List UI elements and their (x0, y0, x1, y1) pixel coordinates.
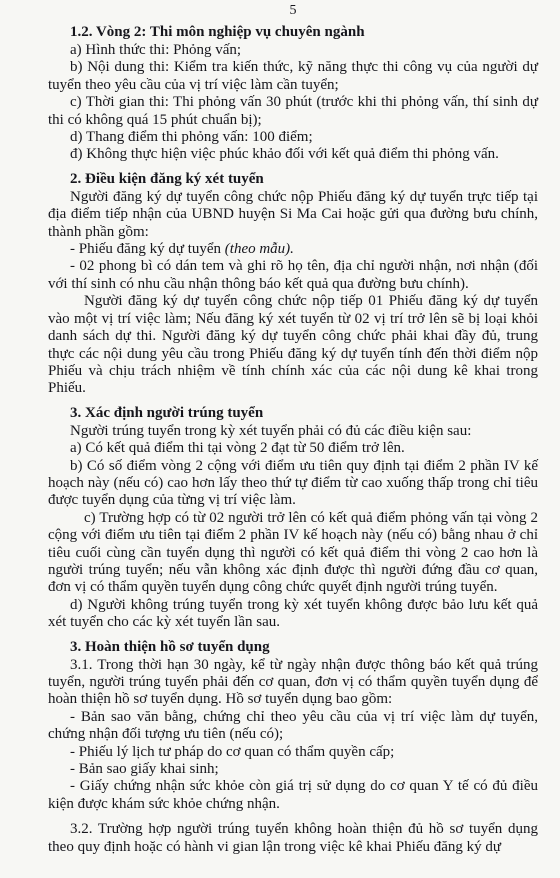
paragraph: Người đăng ký dự tuyển công chức nộp tiếp 01 Phiếu đăng ký dự tuyển vào một vị trí việc làm; Nếu đăng ký xét tuyển từ 02 vị trí trở lên sẽ bị loại khỏi danh sách dự thi. Người đăng ký dự tuyển công chức phải khai đầy đủ, trung thực các nội dung yêu cầu trong Phiếu đăng ký dự tuyển tính đến thời điểm nộp Phiếu và chịu trách nhiệm về tính chính xác của các nội dung kê khai trong Phiếu. (48, 293, 538, 397)
section-heading: 3. Hoàn thiện hồ sơ tuyển dụng (70, 638, 270, 655)
section-heading: 2. Điều kiện đăng ký xét tuyển (70, 170, 264, 187)
section-vong-2 (48, 23, 538, 164)
list-item-text: - Phiếu đăng ký dự tuyển (70, 241, 225, 258)
page-number: 5 (289, 3, 297, 18)
list-item: - Bản sao giấy khai sinh; (70, 761, 219, 778)
paragraph: b) Nội dung thi: Kiểm tra kiến thức, kỹ năng thực thi công vụ của người dự tuyển theo yêu cầu của vị trí việc làm cần tuyển; (48, 59, 538, 93)
paragraph: a) Hình thức thi: Phỏng vấn; (70, 42, 242, 58)
section-hoan-thien-ho-so (48, 638, 538, 856)
paragraph: Người đăng ký dự tuyển công chức nộp Phiếu đăng ký dự tuyển trực tiếp tại địa điểm tiếp nhận của UBND huyện Si Ma Cai hoặc gửi qua đường bưu chính, thành phần gồm: (48, 188, 538, 240)
paragraph: 3.1. Trong thời hạn 30 ngày, kể từ ngày nhận được thông báo kết quả trúng tuyển, người trúng tuyển phải đến cơ quan, đơn vị có thẩm quyền tuyển dụng để hoàn thiện hồ sơ tuyển dụng. Hồ sơ tuyển dụng bao gồm: (48, 656, 538, 708)
list-item: - 02 phong bì có dán tem và ghi rõ họ tên, địa chỉ người nhận, nơi nhận (đối với thí sinh có nhu cầu nhận thông báo kết quả qua đường bưu chính). (48, 258, 538, 292)
paragraph: d) Thang điểm thi phỏng vấn: 100 điểm; (70, 129, 313, 146)
paragraph: đ) Không thực hiện việc phúc khảo đối với kết quả điểm thi phỏng vấn. (70, 146, 499, 163)
list-item: - Bản sao văn bằng, chứng chỉ theo yêu cầu của vị trí việc làm dự tuyển, chứng nhận đối tượng ưu tiên (nếu có); (48, 708, 538, 743)
paragraph: Người trúng tuyển trong kỳ xét tuyển phải có đủ các điều kiện sau: (70, 422, 472, 439)
paragraph: 3.2. Trường hợp người trúng tuyển không hoàn thiện đủ hồ sơ tuyển dụng theo quy định hoặc có hành vi gian lận trong việc kê khai Phiếu đăng ký dự (48, 821, 538, 855)
section-dieu-kien (48, 170, 538, 398)
paragraph: a) Có kết quả điểm thi tại vòng 2 đạt từ 50 điểm trở lên. (70, 440, 405, 457)
list-item-note: (theo mẫu). (224, 241, 294, 258)
section-heading: 3. Xác định người trúng tuyển (70, 404, 264, 421)
list-item (48, 241, 538, 258)
list-item: - Giấy chứng nhận sức khỏe còn giá trị sử dụng do cơ quan Y tế có đủ điều kiện được khám sức khỏe chứng nhận. (48, 778, 538, 812)
paragraph: c) Trường hợp có từ 02 người trở lên có kết quả điểm phỏng vấn tại vòng 2 cộng với điểm ưu tiên tại điểm 2 phần IV kế hoạch này (nếu có) bằng nhau ở chỉ tiêu cuối cùng cần tuyển dụng thì người có kết quả điểm thi vòng 2 cao hơn là người trúng tuyển; nếu vẫn không xác định được thì người đứng đầu cơ quan, đơn vị có thẩm quyền tuyển dụng công chức quyết định người trúng tuyển. (48, 509, 538, 596)
paragraph: b) Có số điểm vòng 2 cộng với điểm ưu tiên quy định tại điểm 2 phần IV kế hoạch này (nếu có) cao hơn lấy theo thứ tự điểm từ cao xuống thấp trong chỉ tiêu được tuyển dụng của từng vị trí việc làm. (48, 457, 538, 509)
section-trung-tuyen (48, 404, 538, 632)
section-heading: 1.2. Vòng 2: Thi môn nghiệp vụ chuyên ngành (70, 24, 365, 40)
paragraph: d) Người không trúng tuyển trong kỳ xét tuyển không được bảo lưu kết quả xét tuyển cho các kỳ xét tuyển lần sau. (48, 596, 538, 631)
paragraph: c) Thời gian thi: Thi phỏng vấn 30 phút (trước khi thi phỏng vấn, thí sinh dự thi có không quá 15 phút chuẩn bị); (48, 94, 538, 128)
list-item: - Phiếu lý lịch tư pháp do cơ quan có thẩm quyền cấp; (70, 743, 395, 760)
